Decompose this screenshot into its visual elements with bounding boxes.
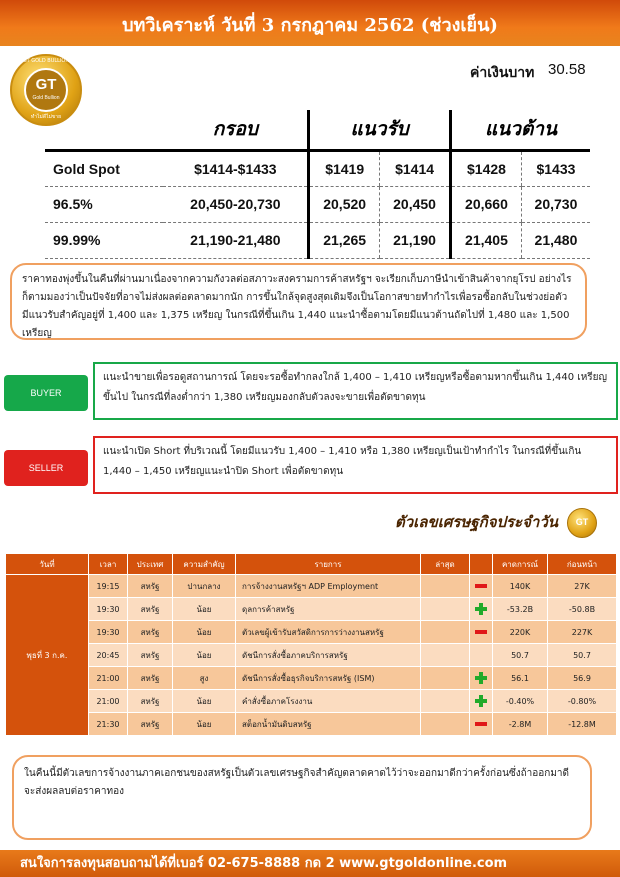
econ-previous: 50.7: [548, 644, 616, 666]
price-table-header: [45, 110, 590, 150]
econ-actual: [421, 644, 469, 666]
logo-text: GT: [35, 76, 57, 93]
econ-time: 19:30: [89, 621, 127, 643]
econ-row: [6, 621, 616, 643]
econ-header-previous: ก่อนหน้า: [548, 554, 616, 574]
econ-header-event: รายการ: [236, 554, 420, 574]
econ-time: 21:00: [89, 667, 127, 689]
plus-icon: [475, 672, 487, 684]
price-resistance-2: 21,480: [521, 222, 590, 258]
econ-signal-cell: [470, 713, 492, 735]
econ-logo-text: GT: [575, 517, 589, 527]
econ-forecast: 50.7: [493, 644, 547, 666]
minus-icon: [475, 580, 487, 592]
price-support-1: $1419: [309, 150, 380, 186]
econ-header-country: ประเทศ: [128, 554, 172, 574]
econ-previous: 56.9: [548, 667, 616, 689]
logo-bottom-text: ทำไม่ดีไม่ขาย: [30, 114, 62, 120]
price-resistance-1: 21,405: [451, 222, 522, 258]
price-resistance-2: 20,730: [521, 186, 590, 222]
price-range: 21,190-21,480: [163, 222, 308, 258]
econ-country: สหรัฐ: [128, 598, 172, 620]
econ-actual: [421, 667, 469, 689]
minus-icon: [475, 626, 487, 638]
econ-importance: สูง: [173, 667, 235, 689]
econ-country: สหรัฐ: [128, 644, 172, 666]
econ-header-time: เวลา: [89, 554, 127, 574]
price-row: [45, 150, 590, 186]
price-resistance-1: $1428: [451, 150, 522, 186]
econ-row: [6, 644, 616, 666]
econ-country: สหรัฐ: [128, 713, 172, 735]
econ-forecast: 140K: [493, 575, 547, 597]
econ-time: 20:45: [89, 644, 127, 666]
price-header-support: แนวรับ: [309, 110, 451, 150]
econ-actual: [421, 690, 469, 712]
buyer-text: แนะนำขายเพื่อรอดูสถานการณ์ โดยจะรอซื้อทำกลงใกล้ 1,400 – 1,410 เหรียญหรือซื้อตามหากขึ้นเกิน 1,440 เหรียญขึ้นไป ในกรณีที่ลงต่ำกว่า 1,380 เหรียญมองกลับตัวลงจะขายเพื่อตัดขาดทุน: [103, 372, 608, 403]
price-range: $1414-$1433: [163, 150, 308, 186]
price-support-2: 21,190: [380, 222, 451, 258]
econ-header-date: วันที่: [6, 554, 88, 574]
analysis-text: ราคาทองพุ่งขึ้นในคืนที่ผ่านมาเนื่องจากความกังวลต่อสภาวะสงครามการค้าสหรัฐฯ จะเรียกเก็บภาษีนำเข้าสินค้าจากยุโรป อย่างไรก็ตามมองว่าเป็นปัจจัยที่อาจไม่ส่งผลต่อตลาดมากนัก การขึ้นใกล้จุดสูงสุดเดิมจึงเป็นโอกาสขายทำกำไรเพื่อรอซื้อกลับในช่วงย่อตัว มีแนวรับสำคัญอยู่ที่ 1,400 และ 1,375 เหรียญ ในกรณีที่ขึ้นเกิน 1,440 แนะนำซื้อตามโดยมีแนวต้านถัดไปที่ 1,480 และ 1,500 เหรียญ: [22, 274, 572, 339]
econ-forecast: -53.2B: [493, 598, 547, 620]
seller-recommendation: [93, 436, 618, 494]
econ-time: 21:00: [89, 690, 127, 712]
econ-logo-icon: [567, 508, 597, 538]
price-support-1: 21,265: [309, 222, 380, 258]
econ-forecast: -2.8M: [493, 713, 547, 735]
econ-row: [6, 598, 616, 620]
logo-subtext: Gold Bullion: [32, 95, 60, 101]
econ-previous: 27K: [548, 575, 616, 597]
econ-previous: -12.8M: [548, 713, 616, 735]
econ-header-actual: ล่าสุด: [421, 554, 469, 574]
econ-event: คำสั่งซื้อภาคโรงงาน: [236, 690, 420, 712]
econ-event: การจ้างงานสหรัฐฯ ADP Employment: [236, 575, 420, 597]
econ-country: สหรัฐ: [128, 690, 172, 712]
econ-importance: น้อย: [173, 690, 235, 712]
price-row: [45, 186, 590, 222]
econ-actual: [421, 575, 469, 597]
econ-importance: น้อย: [173, 598, 235, 620]
econ-signal-cell: [470, 621, 492, 643]
econ-header-importance: ความสำคัญ: [173, 554, 235, 574]
minus-icon: [475, 718, 487, 730]
price-range: 20,450-20,730: [163, 186, 308, 222]
price-row: [45, 222, 590, 258]
econ-signal-cell: [470, 644, 492, 666]
note-text: ในคืนนี้มีตัวเลขการจ้างงานภาคเอกชนของสหรัฐเป็นตัวเลขเศรษฐกิจสำคัญตลาดคาดไว้ว่าจะออกมาดีกว่าครั้งก่อนซึ่งถ้าออกมาดีจะส่งผลลบต่อราคาทอง: [24, 768, 570, 797]
note-box: [12, 755, 592, 840]
logo-top-text: GT GOLD BULLION: [22, 58, 70, 64]
buyer-button[interactable]: BUYER: [4, 375, 88, 411]
plus-icon: [475, 695, 487, 707]
econ-time: 19:15: [89, 575, 127, 597]
price-header-blank: [45, 110, 163, 150]
econ-event: ดุลการค้าสหรัฐ: [236, 598, 420, 620]
econ-forecast: -0.40%: [493, 690, 547, 712]
econ-country: สหรัฐ: [128, 621, 172, 643]
price-row-label: 99.99%: [45, 222, 163, 258]
econ-date: พุธที่ 3 ก.ค.: [6, 575, 88, 735]
econ-row: [6, 713, 616, 735]
econ-forecast: 56.1: [493, 667, 547, 689]
econ-event: ตัวเลขผู้เข้ารับสวัสดิการการว่างงานสหรัฐ: [236, 621, 420, 643]
econ-header-forecast: คาดการณ์: [493, 554, 547, 574]
logo-emblem: [24, 68, 68, 112]
price-support-2: $1414: [380, 150, 451, 186]
econ-event: ดัชนีการสั่งซื้อธุรกิจบริการสหรัฐ (ISM): [236, 667, 420, 689]
price-support-2: 20,450: [380, 186, 451, 222]
econ-table-body: [6, 575, 616, 735]
econ-actual: [421, 621, 469, 643]
econ-importance: ปานกลาง: [173, 575, 235, 597]
price-resistance-1: 20,660: [451, 186, 522, 222]
econ-country: สหรัฐ: [128, 667, 172, 689]
econ-previous: -0.80%: [548, 690, 616, 712]
econ-importance: น้อย: [173, 621, 235, 643]
econ-signal-cell: [470, 598, 492, 620]
exchange-rate-label: ค่าเงินบาท: [470, 65, 535, 81]
price-row-label: Gold Spot: [45, 150, 163, 186]
econ-importance: น้อย: [173, 644, 235, 666]
econ-signal-cell: [470, 690, 492, 712]
price-table: [45, 110, 590, 259]
econ-previous: -50.8B: [548, 598, 616, 620]
price-support-1: 20,520: [309, 186, 380, 222]
econ-calendar-table: [5, 553, 617, 736]
econ-signal-cell: [470, 667, 492, 689]
seller-button[interactable]: SELLER: [4, 450, 88, 486]
buyer-recommendation: [93, 362, 618, 420]
analysis-box: [10, 263, 587, 340]
econ-time: 19:30: [89, 598, 127, 620]
plus-icon: [475, 603, 487, 615]
price-resistance-2: $1433: [521, 150, 590, 186]
econ-signal-cell: [470, 575, 492, 597]
page-title: บทวิเคราะห์ วันที่ 3 กรกฎาคม 2562 (ช่วงเย็น): [122, 15, 498, 36]
econ-previous: 227K: [548, 621, 616, 643]
econ-row: [6, 667, 616, 689]
econ-header-signal: [470, 554, 492, 574]
footer-contact: สนใจการลงทุนสอบถามได้ที่เบอร์ 02-675-8888 กด 2 www.gtgoldonline.com: [0, 850, 620, 877]
econ-event: ดัชนีการสั่งซื้อภาคบริการสหรัฐ: [236, 644, 420, 666]
econ-time: 21:30: [89, 713, 127, 735]
seller-text: แนะนำเปิด Short ที่บริเวณนี้ โดยมีแนวรับ 1,400 – 1,410 หรือ 1,380 เหรียญเป็นเป้าทำกำไร ในกรณีที่ขึ้นเกิน 1,440 – 1,450 เหรียญแนะนำปิด Short เพื่อตัดขาดทุน: [103, 446, 582, 477]
econ-row: [6, 690, 616, 712]
econ-importance: น้อย: [173, 713, 235, 735]
econ-table-header: [6, 554, 616, 574]
econ-actual: [421, 598, 469, 620]
econ-event: สต็อกน้ำมันดิบสหรัฐ: [236, 713, 420, 735]
price-header-resistance: แนวต้าน: [451, 110, 590, 150]
exchange-rate-value: 30.58: [548, 61, 586, 78]
econ-section-title: ตัวเลขเศรษฐกิจประจำวัน: [395, 513, 559, 531]
econ-country: สหรัฐ: [128, 575, 172, 597]
price-row-label: 96.5%: [45, 186, 163, 222]
econ-actual: [421, 713, 469, 735]
econ-row: [6, 575, 616, 597]
econ-forecast: 220K: [493, 621, 547, 643]
price-header-range: กรอบ: [163, 110, 308, 150]
